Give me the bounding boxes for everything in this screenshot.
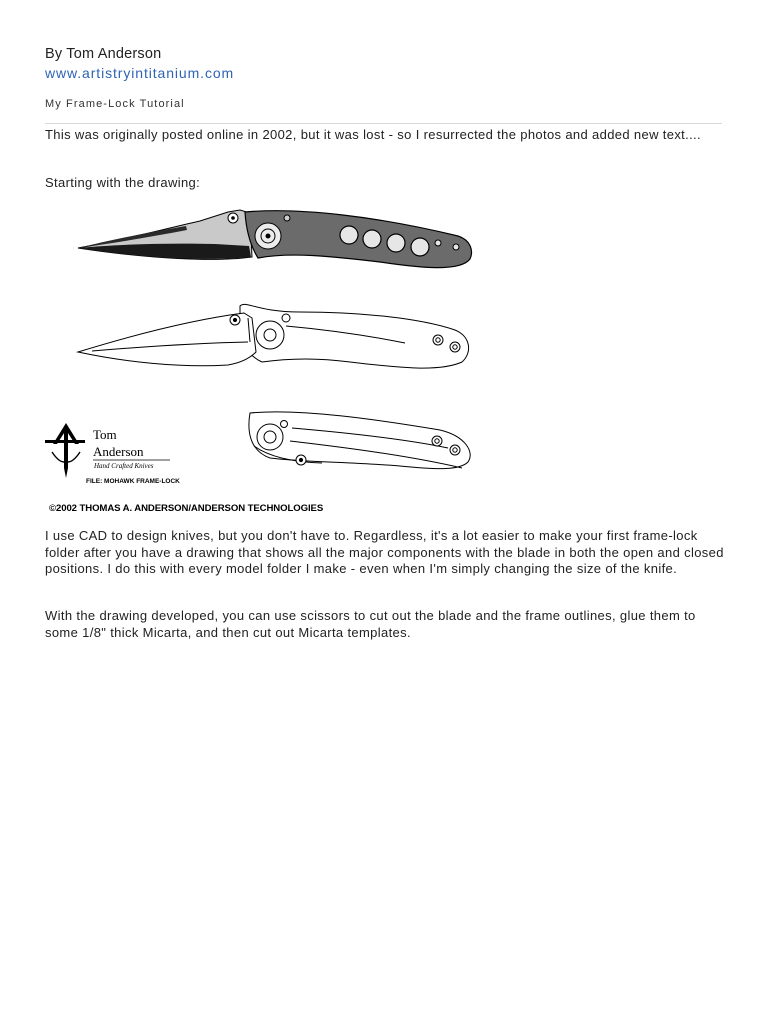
outline-screw-1-inner <box>436 338 440 342</box>
header-divider <box>45 123 722 124</box>
body-paragraph-2: With the drawing developed, you can use scissors to cut out the blade and the frame outlines, glue them to some 1/8" thick Micarta, and then cut out Micarta templates. <box>45 608 696 640</box>
intro-paragraph: This was originally posted online in 2002, but it was lost - so I resurrected the photos and added new text.... <box>45 127 701 142</box>
outline-pivot-inner <box>264 329 276 341</box>
copyright-notice: ©2002 THOMAS A. ANDERSON/ANDERSON TECHNOLOGIES <box>49 503 324 514</box>
closed-knife-outline <box>249 412 470 469</box>
website-link[interactable]: www.artistryintitanium.com <box>45 65 235 81</box>
document-title: My Frame-Lock Tutorial <box>45 98 185 110</box>
body-paragraph-1: I use CAD to design knives, but you don't have to. Regardless, it's a lot easier to make your first frame-lock folder after you have a drawing that shows all the major components with the blade in both the open and closed positions. I do this with every model folder I make - even when I'm simply changing the size of the knife. <box>45 528 724 577</box>
stop-pin-hole <box>284 215 290 221</box>
maker-logo <box>45 423 180 485</box>
logo-dagger <box>64 430 68 478</box>
handle-hole-2 <box>363 230 381 248</box>
pivot-center <box>266 234 271 239</box>
closed-blade-screw-center <box>299 458 302 461</box>
blade-stop-screw-center <box>231 216 235 220</box>
closed-screw-2-inner <box>453 448 457 452</box>
author-line: By Tom Anderson <box>45 46 162 62</box>
handle-screw-1 <box>435 240 441 246</box>
open-knife-shaded <box>78 210 472 268</box>
drawing-caption: Starting with the drawing: <box>45 175 201 190</box>
handle-hole-4 <box>411 238 429 256</box>
logo-name-first: Tom <box>93 427 117 442</box>
outline-stop-pin <box>282 314 290 322</box>
closed-pivot-inner <box>264 431 276 443</box>
outline-blade-screw-center <box>233 318 236 321</box>
file-label: FILE: MOHAWK FRAME-LOCK <box>86 478 180 485</box>
handle-hole-1 <box>340 226 358 244</box>
outline-blade <box>78 313 256 366</box>
closed-screw-1-inner <box>435 439 439 443</box>
outline-screw-2-inner <box>453 345 457 349</box>
open-knife-outline <box>78 304 469 368</box>
closed-stop-pin <box>281 421 288 428</box>
knife-design-drawing <box>40 200 480 520</box>
logo-name-last: Anderson <box>93 444 144 459</box>
logo-tagline: Hand Crafted Knives <box>94 462 154 470</box>
handle-screw-2 <box>453 244 459 250</box>
handle-hole-3 <box>387 234 405 252</box>
